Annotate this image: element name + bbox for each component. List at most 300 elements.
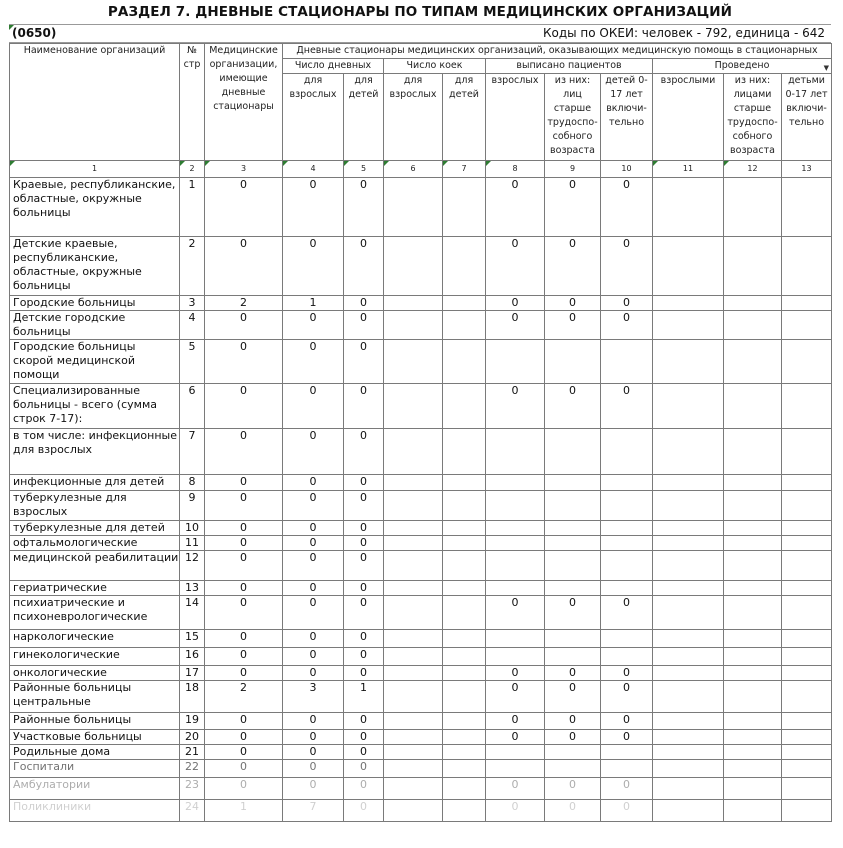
data-cell[interactable]: 0 bbox=[283, 340, 344, 384]
data-cell[interactable] bbox=[384, 666, 443, 681]
data-cell[interactable]: 0 bbox=[283, 384, 344, 429]
data-cell[interactable] bbox=[724, 551, 782, 581]
data-cell[interactable]: 0 bbox=[283, 536, 344, 551]
data-cell[interactable]: 0 bbox=[283, 666, 344, 681]
data-cell[interactable] bbox=[443, 384, 486, 429]
table-row bbox=[10, 178, 832, 237]
data-cell[interactable] bbox=[486, 491, 545, 521]
col-number: 13 bbox=[782, 161, 832, 178]
data-cell[interactable] bbox=[384, 778, 443, 800]
row-number: 9 bbox=[180, 491, 205, 521]
data-cell[interactable]: 0 bbox=[205, 475, 283, 491]
data-cell[interactable] bbox=[724, 681, 782, 713]
row-label: Поликлиники bbox=[10, 800, 180, 822]
data-cell[interactable] bbox=[601, 745, 653, 760]
data-cell[interactable] bbox=[724, 237, 782, 296]
data-cell[interactable] bbox=[545, 521, 601, 536]
data-cell[interactable] bbox=[782, 596, 832, 630]
data-cell[interactable] bbox=[486, 429, 545, 475]
data-cell[interactable]: 0 bbox=[205, 666, 283, 681]
data-cell[interactable] bbox=[601, 551, 653, 581]
data-cell[interactable] bbox=[384, 800, 443, 822]
data-cell[interactable] bbox=[545, 551, 601, 581]
data-cell[interactable]: 0 bbox=[344, 521, 384, 536]
data-cell[interactable] bbox=[601, 630, 653, 648]
data-cell[interactable] bbox=[443, 551, 486, 581]
data-cell[interactable] bbox=[782, 340, 832, 384]
data-cell[interactable] bbox=[782, 536, 832, 551]
data-cell[interactable]: 1 bbox=[205, 800, 283, 822]
data-cell[interactable] bbox=[782, 648, 832, 666]
table-row bbox=[10, 630, 832, 648]
data-cell[interactable] bbox=[653, 521, 724, 536]
data-cell[interactable] bbox=[486, 581, 545, 596]
data-cell[interactable]: 0 bbox=[344, 648, 384, 666]
data-cell[interactable] bbox=[782, 491, 832, 521]
header-number-day: Число дневных bbox=[283, 59, 384, 74]
header-discharged-children: детей 0-17 лет включи-тельно bbox=[601, 74, 653, 161]
data-cell[interactable] bbox=[384, 630, 443, 648]
table-row bbox=[10, 551, 832, 581]
data-cell[interactable] bbox=[724, 521, 782, 536]
data-cell[interactable]: 0 bbox=[486, 296, 545, 311]
data-cell[interactable]: 0 bbox=[344, 596, 384, 630]
data-cell[interactable] bbox=[653, 713, 724, 730]
data-cell[interactable]: 0 bbox=[486, 778, 545, 800]
data-cell[interactable] bbox=[384, 475, 443, 491]
data-cell[interactable] bbox=[782, 237, 832, 296]
data-cell[interactable] bbox=[782, 178, 832, 237]
dropdown-arrow-icon[interactable]: ▼ bbox=[823, 64, 830, 72]
col-number: 1 bbox=[10, 161, 180, 178]
data-cell[interactable]: 0 bbox=[601, 237, 653, 296]
data-cell[interactable] bbox=[653, 551, 724, 581]
data-cell[interactable]: 0 bbox=[205, 384, 283, 429]
data-cell[interactable]: 0 bbox=[205, 745, 283, 760]
header-day-for-children: для детей bbox=[344, 74, 384, 161]
data-cell[interactable]: 0 bbox=[545, 384, 601, 429]
data-cell[interactable]: 0 bbox=[344, 237, 384, 296]
data-cell[interactable] bbox=[384, 521, 443, 536]
data-cell[interactable]: 0 bbox=[601, 800, 653, 822]
data-cell[interactable]: 0 bbox=[344, 800, 384, 822]
data-cell[interactable]: 0 bbox=[545, 800, 601, 822]
data-cell[interactable]: 0 bbox=[344, 429, 384, 475]
data-cell[interactable] bbox=[443, 778, 486, 800]
data-cell[interactable]: 0 bbox=[545, 296, 601, 311]
data-cell[interactable]: 0 bbox=[205, 648, 283, 666]
data-cell[interactable]: 0 bbox=[486, 800, 545, 822]
data-cell[interactable] bbox=[601, 521, 653, 536]
data-cell[interactable] bbox=[724, 429, 782, 475]
data-cell[interactable]: 0 bbox=[344, 491, 384, 521]
data-cell[interactable]: 0 bbox=[344, 340, 384, 384]
data-cell[interactable] bbox=[724, 713, 782, 730]
data-cell[interactable] bbox=[384, 429, 443, 475]
data-cell[interactable] bbox=[653, 384, 724, 429]
row-number: 24 bbox=[180, 800, 205, 822]
data-cell[interactable] bbox=[653, 648, 724, 666]
data-cell[interactable]: 0 bbox=[283, 429, 344, 475]
data-cell[interactable]: 0 bbox=[344, 384, 384, 429]
data-cell[interactable]: 0 bbox=[545, 596, 601, 630]
data-cell[interactable] bbox=[486, 648, 545, 666]
data-cell[interactable] bbox=[724, 178, 782, 237]
row-number: 21 bbox=[180, 745, 205, 760]
data-cell[interactable]: 0 bbox=[344, 630, 384, 648]
data-cell[interactable] bbox=[782, 581, 832, 596]
data-cell[interactable] bbox=[782, 760, 832, 778]
data-cell[interactable]: 0 bbox=[344, 475, 384, 491]
data-cell[interactable] bbox=[384, 311, 443, 340]
data-cell[interactable]: 0 bbox=[283, 551, 344, 581]
data-cell[interactable]: 0 bbox=[283, 648, 344, 666]
row-number: 23 bbox=[180, 778, 205, 800]
data-cell[interactable]: 2 bbox=[205, 681, 283, 713]
data-cell[interactable] bbox=[443, 581, 486, 596]
data-cell[interactable]: 1 bbox=[344, 681, 384, 713]
data-cell[interactable] bbox=[443, 536, 486, 551]
data-cell[interactable] bbox=[545, 581, 601, 596]
data-cell[interactable]: 0 bbox=[205, 340, 283, 384]
data-cell[interactable] bbox=[486, 475, 545, 491]
cell-marker-icon bbox=[283, 161, 288, 166]
data-cell[interactable]: 0 bbox=[205, 521, 283, 536]
data-cell[interactable] bbox=[653, 536, 724, 551]
data-cell[interactable] bbox=[653, 630, 724, 648]
data-cell[interactable] bbox=[545, 429, 601, 475]
table-row bbox=[10, 745, 832, 760]
data-cell[interactable] bbox=[782, 630, 832, 648]
data-cell[interactable]: 0 bbox=[283, 581, 344, 596]
data-cell[interactable]: 0 bbox=[545, 311, 601, 340]
data-cell[interactable] bbox=[443, 311, 486, 340]
data-cell[interactable] bbox=[653, 681, 724, 713]
data-cell[interactable] bbox=[724, 475, 782, 491]
data-cell[interactable]: 0 bbox=[205, 760, 283, 778]
data-cell[interactable] bbox=[653, 296, 724, 311]
data-cell[interactable] bbox=[782, 681, 832, 713]
data-cell[interactable] bbox=[384, 340, 443, 384]
data-cell[interactable] bbox=[782, 745, 832, 760]
data-cell[interactable] bbox=[601, 429, 653, 475]
data-cell[interactable] bbox=[443, 630, 486, 648]
table-body bbox=[10, 178, 832, 822]
row-number: 17 bbox=[180, 666, 205, 681]
data-cell[interactable]: 0 bbox=[545, 730, 601, 745]
data-cell[interactable] bbox=[724, 384, 782, 429]
data-cell[interactable] bbox=[384, 296, 443, 311]
data-cell[interactable] bbox=[486, 536, 545, 551]
data-cell[interactable] bbox=[724, 778, 782, 800]
data-cell[interactable] bbox=[486, 551, 545, 581]
data-cell[interactable] bbox=[443, 429, 486, 475]
data-cell[interactable]: 1 bbox=[283, 296, 344, 311]
cell-marker-icon bbox=[384, 161, 389, 166]
data-cell[interactable]: 0 bbox=[344, 745, 384, 760]
table-row bbox=[10, 311, 832, 340]
data-cell[interactable] bbox=[782, 521, 832, 536]
data-cell[interactable]: 0 bbox=[344, 713, 384, 730]
data-cell[interactable]: 0 bbox=[545, 713, 601, 730]
data-cell[interactable] bbox=[486, 630, 545, 648]
data-cell[interactable] bbox=[384, 551, 443, 581]
table-row bbox=[10, 666, 832, 681]
data-cell[interactable] bbox=[653, 745, 724, 760]
data-cell[interactable]: 0 bbox=[283, 475, 344, 491]
col-number: 12 bbox=[724, 161, 782, 178]
data-cell[interactable] bbox=[601, 648, 653, 666]
data-cell[interactable] bbox=[384, 730, 443, 745]
data-cell[interactable] bbox=[384, 648, 443, 666]
data-cell[interactable] bbox=[724, 745, 782, 760]
data-cell[interactable]: 0 bbox=[283, 730, 344, 745]
data-cell[interactable]: 0 bbox=[601, 296, 653, 311]
data-cell[interactable] bbox=[384, 384, 443, 429]
data-cell[interactable]: 0 bbox=[486, 666, 545, 681]
data-cell[interactable]: 0 bbox=[205, 630, 283, 648]
data-cell[interactable] bbox=[384, 491, 443, 521]
data-cell[interactable]: 0 bbox=[344, 311, 384, 340]
header-conducted-adults: взрослыми bbox=[653, 74, 724, 161]
data-cell[interactable]: 0 bbox=[205, 237, 283, 296]
data-cell[interactable]: 0 bbox=[344, 666, 384, 681]
data-cell[interactable]: 0 bbox=[205, 536, 283, 551]
data-cell[interactable] bbox=[601, 581, 653, 596]
data-cell[interactable] bbox=[384, 760, 443, 778]
data-cell[interactable]: 0 bbox=[344, 581, 384, 596]
row-label: инфекционные для детей bbox=[10, 475, 180, 491]
data-cell[interactable] bbox=[653, 237, 724, 296]
data-cell[interactable] bbox=[443, 745, 486, 760]
cell-marker-icon bbox=[10, 161, 15, 166]
data-cell[interactable] bbox=[724, 630, 782, 648]
data-cell[interactable] bbox=[653, 311, 724, 340]
data-cell[interactable] bbox=[724, 491, 782, 521]
data-cell[interactable] bbox=[545, 760, 601, 778]
data-cell[interactable] bbox=[653, 340, 724, 384]
table-row bbox=[10, 340, 832, 384]
data-cell[interactable] bbox=[384, 237, 443, 296]
data-cell[interactable]: 0 bbox=[283, 311, 344, 340]
data-cell[interactable] bbox=[443, 666, 486, 681]
data-cell[interactable] bbox=[601, 491, 653, 521]
data-cell[interactable]: 2 bbox=[205, 296, 283, 311]
col-number: 4 bbox=[283, 161, 344, 178]
data-cell[interactable]: 0 bbox=[205, 429, 283, 475]
data-cell[interactable] bbox=[782, 551, 832, 581]
data-cell[interactable] bbox=[782, 429, 832, 475]
data-cell[interactable]: 0 bbox=[545, 681, 601, 713]
header-orgs-with-day-hospitals: Медицинские организации, имеющие дневные стационары bbox=[205, 44, 283, 161]
data-cell[interactable]: 0 bbox=[205, 551, 283, 581]
data-cell[interactable]: 7 bbox=[283, 800, 344, 822]
data-cell[interactable] bbox=[782, 666, 832, 681]
data-cell[interactable] bbox=[782, 296, 832, 311]
data-cell[interactable] bbox=[653, 760, 724, 778]
data-cell[interactable] bbox=[545, 475, 601, 491]
data-cell[interactable] bbox=[545, 630, 601, 648]
data-cell[interactable] bbox=[724, 581, 782, 596]
data-cell[interactable]: 0 bbox=[205, 596, 283, 630]
data-cell[interactable] bbox=[443, 340, 486, 384]
data-cell[interactable] bbox=[486, 521, 545, 536]
data-cell[interactable]: 0 bbox=[601, 384, 653, 429]
header-conducted bbox=[653, 59, 832, 74]
data-cell[interactable] bbox=[782, 800, 832, 822]
data-cell[interactable]: 0 bbox=[486, 596, 545, 630]
data-cell[interactable]: 0 bbox=[601, 778, 653, 800]
data-cell[interactable] bbox=[486, 340, 545, 384]
data-cell[interactable]: 0 bbox=[344, 178, 384, 237]
data-cell[interactable] bbox=[384, 581, 443, 596]
data-cell[interactable]: 0 bbox=[205, 581, 283, 596]
data-cell[interactable]: 3 bbox=[283, 681, 344, 713]
data-cell[interactable]: 0 bbox=[601, 311, 653, 340]
data-cell[interactable] bbox=[443, 713, 486, 730]
data-cell[interactable]: 0 bbox=[486, 384, 545, 429]
data-cell[interactable]: 0 bbox=[283, 521, 344, 536]
data-cell[interactable] bbox=[782, 778, 832, 800]
data-cell[interactable]: 0 bbox=[601, 596, 653, 630]
data-cell[interactable] bbox=[653, 596, 724, 630]
data-cell[interactable]: 0 bbox=[205, 311, 283, 340]
data-cell[interactable] bbox=[384, 536, 443, 551]
data-cell[interactable]: 0 bbox=[601, 666, 653, 681]
data-cell[interactable] bbox=[653, 778, 724, 800]
data-cell[interactable]: 0 bbox=[601, 178, 653, 237]
data-cell[interactable]: 0 bbox=[344, 536, 384, 551]
data-cell[interactable] bbox=[724, 311, 782, 340]
data-cell[interactable] bbox=[782, 311, 832, 340]
data-cell[interactable] bbox=[653, 475, 724, 491]
data-cell[interactable] bbox=[782, 384, 832, 429]
data-cell[interactable] bbox=[486, 760, 545, 778]
data-cell[interactable] bbox=[545, 536, 601, 551]
cell-marker-icon bbox=[486, 161, 491, 166]
data-cell[interactable] bbox=[443, 178, 486, 237]
data-cell[interactable] bbox=[653, 178, 724, 237]
data-cell[interactable] bbox=[443, 800, 486, 822]
data-cell[interactable]: 0 bbox=[283, 630, 344, 648]
data-cell[interactable]: 0 bbox=[545, 778, 601, 800]
header-discharged-over-working-age: из них: лиц старше трудоспо-собного возраста bbox=[545, 74, 601, 161]
data-cell[interactable] bbox=[724, 666, 782, 681]
data-cell[interactable] bbox=[384, 745, 443, 760]
data-cell[interactable]: 0 bbox=[486, 237, 545, 296]
data-cell[interactable]: 0 bbox=[545, 666, 601, 681]
data-cell[interactable] bbox=[724, 536, 782, 551]
data-cell[interactable]: 0 bbox=[486, 730, 545, 745]
data-cell[interactable] bbox=[724, 730, 782, 745]
data-cell[interactable] bbox=[782, 713, 832, 730]
data-cell[interactable]: 0 bbox=[545, 178, 601, 237]
data-cell[interactable] bbox=[443, 681, 486, 713]
data-cell[interactable]: 0 bbox=[283, 760, 344, 778]
data-cell[interactable] bbox=[443, 237, 486, 296]
data-cell[interactable]: 0 bbox=[283, 596, 344, 630]
data-cell[interactable] bbox=[443, 491, 486, 521]
data-cell[interactable] bbox=[653, 491, 724, 521]
data-cell[interactable] bbox=[443, 730, 486, 745]
data-cell[interactable] bbox=[782, 730, 832, 745]
data-cell[interactable]: 0 bbox=[283, 178, 344, 237]
data-cell[interactable]: 0 bbox=[283, 778, 344, 800]
data-cell[interactable]: 0 bbox=[205, 491, 283, 521]
data-cell[interactable]: 0 bbox=[601, 681, 653, 713]
data-cell[interactable] bbox=[601, 340, 653, 384]
data-cell[interactable]: 0 bbox=[205, 713, 283, 730]
data-cell[interactable] bbox=[724, 340, 782, 384]
row-label: туберкулезные для взрослых bbox=[10, 491, 180, 521]
data-cell[interactable] bbox=[724, 596, 782, 630]
data-cell[interactable]: 0 bbox=[486, 713, 545, 730]
data-cell[interactable] bbox=[653, 730, 724, 745]
data-cell[interactable]: 0 bbox=[486, 311, 545, 340]
data-cell[interactable]: 0 bbox=[344, 730, 384, 745]
data-cell[interactable] bbox=[384, 713, 443, 730]
table-row bbox=[10, 536, 832, 551]
data-cell[interactable] bbox=[443, 296, 486, 311]
data-cell[interactable] bbox=[443, 475, 486, 491]
data-cell[interactable] bbox=[384, 681, 443, 713]
data-cell[interactable] bbox=[545, 648, 601, 666]
data-cell[interactable]: 0 bbox=[344, 760, 384, 778]
data-cell[interactable] bbox=[724, 800, 782, 822]
table-row bbox=[10, 730, 832, 745]
data-cell[interactable] bbox=[545, 340, 601, 384]
data-cell[interactable] bbox=[724, 648, 782, 666]
data-cell[interactable]: 0 bbox=[601, 730, 653, 745]
data-cell[interactable]: 0 bbox=[344, 778, 384, 800]
col-number: 5 bbox=[344, 161, 384, 178]
data-cell[interactable] bbox=[384, 596, 443, 630]
data-cell[interactable]: 0 bbox=[486, 681, 545, 713]
data-cell[interactable]: 0 bbox=[283, 745, 344, 760]
row-number: 3 bbox=[180, 296, 205, 311]
data-cell[interactable]: 0 bbox=[205, 730, 283, 745]
data-cell[interactable] bbox=[384, 178, 443, 237]
data-cell[interactable]: 0 bbox=[344, 551, 384, 581]
data-cell[interactable] bbox=[443, 521, 486, 536]
data-cell[interactable] bbox=[443, 596, 486, 630]
data-cell[interactable]: 0 bbox=[283, 491, 344, 521]
data-cell[interactable]: 0 bbox=[601, 713, 653, 730]
data-cell[interactable] bbox=[724, 760, 782, 778]
data-cell[interactable] bbox=[653, 800, 724, 822]
data-cell[interactable] bbox=[653, 666, 724, 681]
data-cell[interactable]: 0 bbox=[283, 713, 344, 730]
data-cell[interactable] bbox=[601, 475, 653, 491]
data-cell[interactable] bbox=[724, 296, 782, 311]
data-cell[interactable] bbox=[653, 581, 724, 596]
data-cell[interactable]: 0 bbox=[283, 237, 344, 296]
data-cell[interactable]: 0 bbox=[486, 178, 545, 237]
data-cell[interactable]: 0 bbox=[205, 778, 283, 800]
data-cell[interactable] bbox=[486, 745, 545, 760]
data-cell[interactable]: 0 bbox=[205, 178, 283, 237]
data-cell[interactable] bbox=[443, 760, 486, 778]
data-cell[interactable] bbox=[782, 475, 832, 491]
data-cell[interactable] bbox=[443, 648, 486, 666]
data-cell[interactable] bbox=[545, 745, 601, 760]
data-cell[interactable] bbox=[545, 491, 601, 521]
data-cell[interactable] bbox=[601, 536, 653, 551]
data-cell[interactable]: 0 bbox=[545, 237, 601, 296]
data-cell[interactable]: 0 bbox=[344, 296, 384, 311]
data-cell[interactable] bbox=[601, 760, 653, 778]
data-cell[interactable] bbox=[653, 429, 724, 475]
